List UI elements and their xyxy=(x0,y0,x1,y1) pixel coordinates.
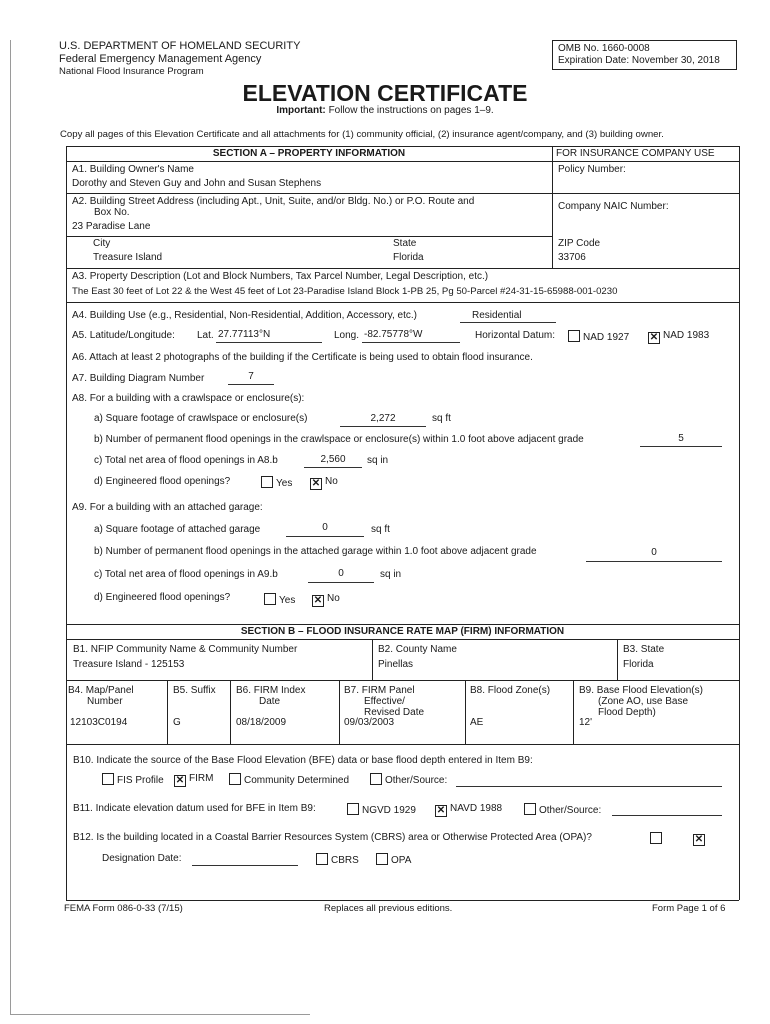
a9a-value[interactable]: 0 xyxy=(322,522,328,533)
b4-map-panel[interactable]: 12103C0194 xyxy=(70,717,128,728)
b9-label-cont-2: Flood Depth) xyxy=(598,707,656,718)
latitude-value[interactable]: 27.77113°N xyxy=(218,329,271,340)
opa-option[interactable]: OPA xyxy=(376,853,411,866)
a9a-label: a) Square footage of attached garage xyxy=(94,524,261,535)
designation-date-label: Designation Date: xyxy=(102,853,182,864)
a7-diagram-number[interactable]: 7 xyxy=(248,371,254,382)
insurance-use-heading: FOR INSURANCE COMPANY USE xyxy=(556,148,715,159)
b3-label: B3. State xyxy=(623,644,665,655)
b12-yes-option[interactable] xyxy=(650,832,665,845)
other-source-option[interactable]: Other/Source: xyxy=(370,773,447,786)
b7-panel-date[interactable]: 09/03/2003 xyxy=(344,717,395,728)
nad1927-option[interactable]: NAD 1927 xyxy=(568,330,629,343)
a8b-value[interactable]: 5 xyxy=(678,433,684,444)
naic-number-label: Company NAIC Number: xyxy=(558,201,669,212)
b11-other-checkbox[interactable] xyxy=(524,803,536,815)
copy-instructions: Copy all pages of this Elevation Certificate and all attachments for (1) community official, (2) insurance agent/company, and (3) building owner. xyxy=(60,129,664,140)
a2-label: A2. Building Street Address (including Apt., Unit, Suite, and/or Bldg. No.) or P.O. Route and xyxy=(72,196,475,207)
ngvd1929-option[interactable]: NGVD 1929 xyxy=(347,803,416,816)
long-label: Long. xyxy=(334,330,360,341)
b9-bfe[interactable]: 12' xyxy=(579,717,593,728)
a1-label: A1. Building Owner's Name xyxy=(72,164,194,175)
a9c-unit: sq in xyxy=(380,569,402,580)
omb-number: OMB No. 1660-0008 xyxy=(558,43,650,54)
a8b-label: b) Number of permanent flood openings in the crawlspace or enclosure(s) within 1.0 foot above adjacent grade xyxy=(94,434,584,445)
other-source-checkbox[interactable] xyxy=(370,773,382,785)
important-note: Important: Follow the instructions on pages 1–9. xyxy=(276,105,494,116)
b6-firm-index-date[interactable]: 08/18/2009 xyxy=(236,717,287,728)
a9d-label: d) Engineered flood openings? xyxy=(94,592,231,603)
b8-label: B8. Flood Zone(s) xyxy=(470,685,551,696)
fis-profile-checkbox[interactable] xyxy=(102,773,114,785)
nad1927-checkbox[interactable] xyxy=(568,330,580,342)
navd1988-checkbox-checked[interactable]: ✕ xyxy=(436,805,446,816)
a9b-value[interactable]: 0 xyxy=(651,547,657,558)
b8-flood-zone[interactable]: AE xyxy=(470,717,484,728)
nad1983-checkbox-checked[interactable]: ✕ xyxy=(649,332,659,343)
form-id: FEMA Form 086-0-33 (7/15) xyxy=(64,903,183,914)
a8a-label: a) Square footage of crawlspace or enclosure(s) xyxy=(94,413,308,424)
opa-checkbox[interactable] xyxy=(376,853,388,865)
a9c-value[interactable]: 0 xyxy=(338,568,344,579)
a3-label: A3. Property Description (Lot and Block Numbers, Tax Parcel Number, Legal Description, etc.) xyxy=(72,271,489,282)
a9b-label: b) Number of permanent flood openings in the attached garage within 1.0 foot above adjacent grade xyxy=(94,546,537,557)
b7-label-cont-2: Revised Date xyxy=(364,707,425,718)
b3-state[interactable]: Florida xyxy=(623,659,654,670)
b4-label: B4. Map/Panel xyxy=(68,685,134,696)
state-value[interactable]: Florida xyxy=(393,252,424,263)
a8d-label: d) Engineered flood openings? xyxy=(94,476,231,487)
a8d-yes-option[interactable]: Yes xyxy=(261,476,292,489)
b1-community[interactable]: Treasure Island - 125153 xyxy=(73,659,185,670)
b7-label: B7. FIRM Panel xyxy=(344,685,415,696)
a3-property-description[interactable]: The East 30 feet of Lot 22 & the West 45 feet of Lot 23-Paradise Island Block 1-PB 25, Pg 50-Parcel #24-31-15-65988-001-0230 xyxy=(72,286,618,297)
agency-line-2: Federal Emergency Management Agency xyxy=(59,53,262,65)
omb-box xyxy=(552,40,737,70)
page-title: ELEVATION CERTIFICATE xyxy=(242,80,528,106)
b12-no-checkbox-checked[interactable]: ✕ xyxy=(694,834,704,845)
a9-label: A9. For a building with an attached garage: xyxy=(72,502,263,513)
a2-label-cont: Box No. xyxy=(94,207,130,218)
b2-county[interactable]: Pinellas xyxy=(378,659,414,670)
a2-street-address[interactable]: 23 Paradise Lane xyxy=(72,221,151,232)
a9c-label: c) Total net area of flood openings in A9.b xyxy=(94,569,278,580)
zip-value[interactable]: 33706 xyxy=(558,252,586,263)
b10-label: B10. Indicate the source of the Base Flood Elevation (BFE) data or base flood depth entered in Item B9: xyxy=(73,755,533,766)
a9d-yes-option[interactable]: Yes xyxy=(264,593,295,606)
b12-no-option[interactable] xyxy=(693,832,708,846)
a6-label: A6. Attach at least 2 photographs of the building if the Certificate is being used to obtain flood insurance. xyxy=(72,352,533,363)
city-label: City xyxy=(93,238,111,249)
a7-label: A7. Building Diagram Number xyxy=(72,373,205,384)
cbrs-checkbox[interactable] xyxy=(316,853,328,865)
navd1988-option[interactable]: ✕ NAVD 1988 xyxy=(436,803,503,816)
page-number: Form Page 1 of 6 xyxy=(652,903,726,914)
zip-label: ZIP Code xyxy=(558,238,601,249)
city-value[interactable]: Treasure Island xyxy=(93,252,163,263)
b6-label-cont: Date xyxy=(259,696,281,707)
section-a-title: SECTION A – PROPERTY INFORMATION xyxy=(212,148,406,159)
b1-label: B1. NFIP Community Name & Community Number xyxy=(73,644,298,655)
b12-label: B12. Is the building located in a Coastal Barrier Resources System (CBRS) area or Otherwise Protected Area (OPA)? xyxy=(73,832,592,843)
a8c-label: c) Total net area of flood openings in A8.b xyxy=(94,455,278,466)
b5-label: B5. Suffix xyxy=(173,685,216,696)
a8-label: A8. For a building with a crawlspace or enclosure(s): xyxy=(72,393,305,404)
replaces-note: Replaces all previous editions. xyxy=(324,903,453,914)
b9-label-cont-1: (Zone AO, use Base xyxy=(598,696,689,707)
agency-line-1: U.S. DEPARTMENT OF HOMELAND SECURITY xyxy=(59,40,301,52)
a8d-yes-checkbox[interactable] xyxy=(261,476,273,488)
a4-label: A4. Building Use (e.g., Residential, Non-Residential, Addition, Accessory, etc.) xyxy=(72,310,417,321)
a1-owner-name[interactable]: Dorothy and Steven Guy and John and Susan Stephens xyxy=(72,178,322,189)
b9-label: B9. Base Flood Elevation(s) xyxy=(579,685,703,696)
a8a-value[interactable]: 2,272 xyxy=(370,413,396,424)
a9d-no-checkbox-checked[interactable]: ✕ xyxy=(313,595,323,606)
section-b-title: SECTION B – FLOOD INSURANCE RATE MAP (FIRM) INFORMATION xyxy=(240,626,565,637)
a8c-value[interactable]: 2,560 xyxy=(320,454,346,465)
a9a-unit: sq ft xyxy=(371,524,390,535)
b5-suffix[interactable]: G xyxy=(173,717,181,728)
horizontal-datum-label: Horizontal Datum: xyxy=(475,330,556,341)
lat-label: Lat. xyxy=(197,330,214,341)
scan-edge-bottom xyxy=(10,1014,310,1015)
a9d-yes-checkbox[interactable] xyxy=(264,593,276,605)
a8c-unit: sq in xyxy=(367,455,389,466)
firm-option[interactable]: ✕ FIRM xyxy=(175,773,214,786)
ngvd1929-checkbox[interactable] xyxy=(347,803,359,815)
b2-label: B2. County Name xyxy=(378,644,457,655)
b11-label: B11. Indicate elevation datum used for BFE in Item B9: xyxy=(73,803,316,814)
a4-building-use[interactable]: Residential xyxy=(472,310,522,321)
longitude-value[interactable]: -82.75778°W xyxy=(364,329,423,340)
policy-number-label: Policy Number: xyxy=(558,164,626,175)
a5-label: A5. Latitude/Longitude: xyxy=(72,330,175,341)
a8a-unit: sq ft xyxy=(432,413,451,424)
nad1983-option[interactable]: ✕ NAD 1983 xyxy=(649,330,710,343)
b11-other-option[interactable]: Other/Source: xyxy=(524,803,601,816)
agency-line-3: National Flood Insurance Program xyxy=(59,66,204,77)
cbrs-option[interactable]: CBRS xyxy=(316,853,359,866)
firm-checkbox-checked[interactable]: ✕ xyxy=(175,775,185,786)
b4-label-cont: Number xyxy=(87,696,123,707)
a9d-no-option[interactable]: ✕ No xyxy=(313,593,340,606)
expiration-date: Expiration Date: November 30, 2018 xyxy=(558,55,720,66)
b12-yes-checkbox[interactable] xyxy=(650,832,662,844)
a8d-no-checkbox-checked[interactable]: ✕ xyxy=(311,478,321,489)
community-determined-option[interactable]: Community Determined xyxy=(229,773,349,786)
a8d-no-option[interactable]: ✕ No xyxy=(311,476,338,489)
fis-profile-option[interactable]: FIS Profile xyxy=(102,773,164,786)
b7-label-cont-1: Effective/ xyxy=(364,696,405,707)
scan-edge-left xyxy=(10,40,11,1015)
b6-label: B6. FIRM Index xyxy=(236,685,306,696)
community-determined-checkbox[interactable] xyxy=(229,773,241,785)
state-label: State xyxy=(393,238,417,249)
